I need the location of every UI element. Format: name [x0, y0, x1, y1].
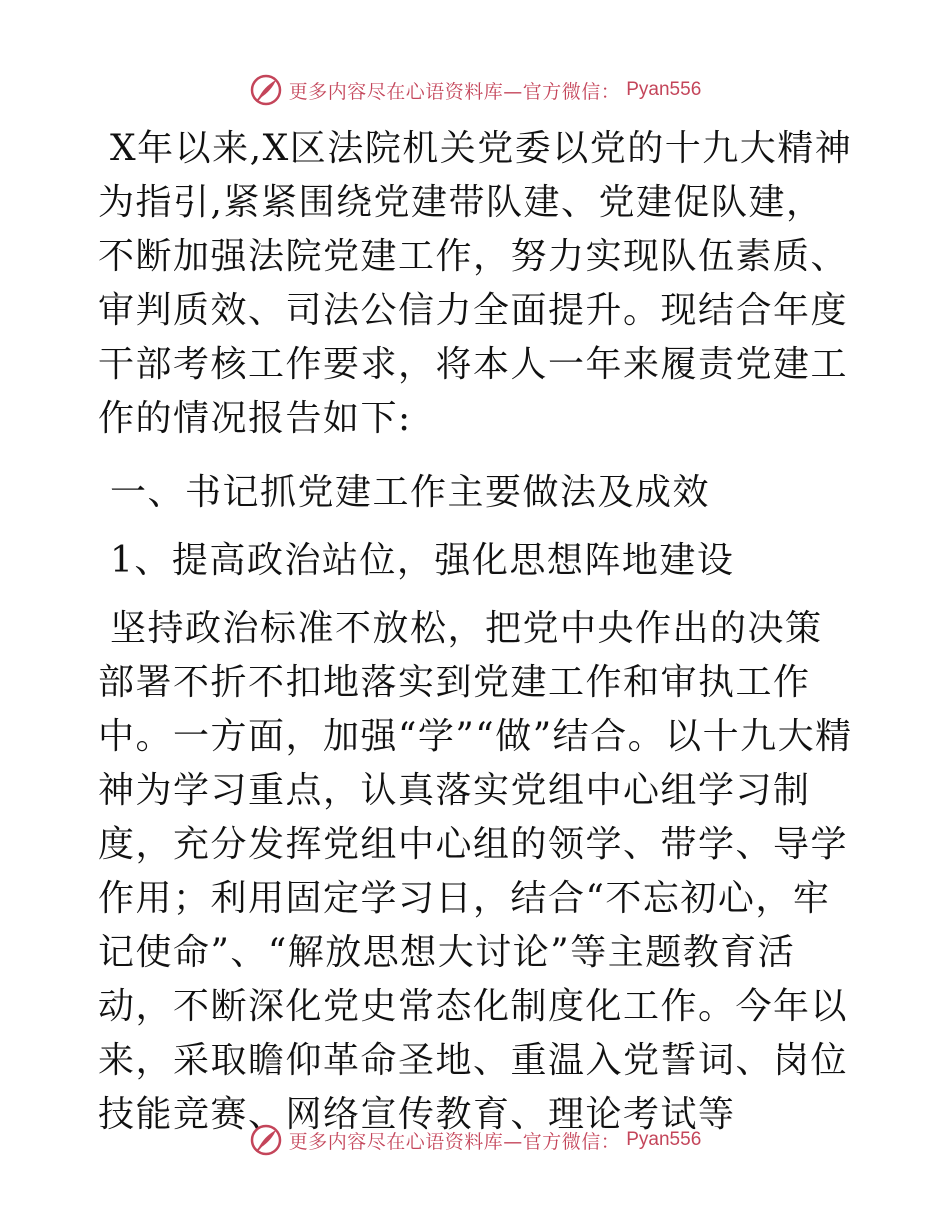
watermark-footer — [0, 1120, 950, 1160]
watermark-text: 更多内容尽在心语资料库—官方微信： — [288, 80, 621, 103]
body-paragraph: 坚持政治标准不放松，把党中央作出的决策部署不折不扣地落实到党建工作和审执工作中。一方面，加强“学”“做”结合。以十九大精神为学习重点，认真落实党组中心组学习制度，充分发挥党组中心组的领学、带学、导学作用；利用固定学习日，结合“不忘初心，牢记使命”、“解放思想大讨论”等主题教育活动，不断深化党史常态化制度化工作。今年以来，采取瞻仰革命圣地、重温入党誓词、岗位技能竞赛、网络宣传教育、理论考试等 — [98, 608, 853, 1135]
watermark-brand: Pyan556 — [626, 1129, 702, 1150]
watermark-brand: Pyan556 — [626, 79, 702, 100]
watermark-header — [0, 70, 950, 110]
subsection-heading: 1、提高政治站位，强化思想阵地建设 — [110, 540, 735, 581]
watermark-text: 更多内容尽在心语资料库—官方微信： — [288, 1130, 621, 1153]
section-heading: 一、书记抓党建工作主要做法及成效 — [110, 472, 711, 513]
document-body — [98, 122, 858, 1142]
intro-paragraph: X年以来,X区法院机关党委以党的十九大精神为指引,紧紧围绕党建带队建、党建促队建，不断加强法院党建工作，努力实现队伍素质、审判质效、司法公信力全面提升。现结合年度干部考核工作要求，将本人一年来履责党建工作的情况报告如下: — [98, 128, 853, 439]
feather-quill-icon — [249, 73, 283, 107]
feather-quill-icon — [249, 1123, 283, 1157]
